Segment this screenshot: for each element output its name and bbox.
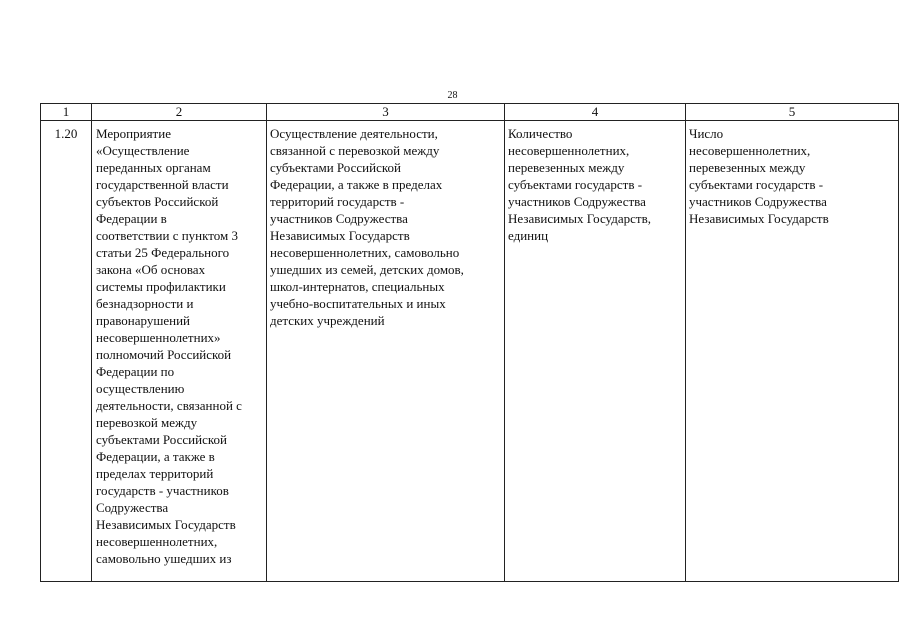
measure-text: Мероприятие «Осуществление переданных органам государственной власти субъектов Российской Федерации в соответствии с пунктом 3 статьи 25 Федерального закона «Об основах системы профилактики безнадзорности и правонарушений несовершеннолетних» полномочий Российской Федерации по осуществлению деятельности, связанной с перевозкой между субъектами Российской Федерации, а также в пределах территорий государств - участников Содружества Независимых Государств несовершеннолетних, самовольно ушедших из (96, 126, 242, 566)
activity-cell (267, 121, 505, 582)
row-number-cell (41, 121, 92, 582)
indicator-text: Количество несовершеннолетних, перевезенных между субъектами государств - участников Содружества Независимых Государств, единиц (508, 126, 651, 243)
measure-cell (92, 121, 267, 582)
column-header-4: 4 (505, 104, 686, 121)
activity-text: Осуществление деятельности, связанной с перевозкой между субъектами Российской Федерации, а также в пределах территорий государств - участников Содружества Независимых Государств несовершеннолетних, самовольно ушедших из семей, детских домов, школ-интернатов, специальных учебно-воспитательных и иных детских учреждений (270, 126, 464, 328)
column-header-1: 1 (41, 104, 92, 121)
column-header-2: 2 (92, 104, 267, 121)
count-cell (686, 121, 899, 582)
indicator-cell (505, 121, 686, 582)
row-number: 1.20 (54, 126, 78, 141)
table-header-row (41, 104, 899, 121)
page-number: 28 (447, 90, 458, 101)
table-row (41, 121, 899, 582)
column-header-3: 3 (267, 104, 505, 121)
count-text: Число несовершеннолетних, перевезенных между субъектами государств - участников Содружества Независимых Государств (689, 126, 829, 226)
column-header-5: 5 (686, 104, 899, 121)
indicators-table (40, 103, 899, 582)
